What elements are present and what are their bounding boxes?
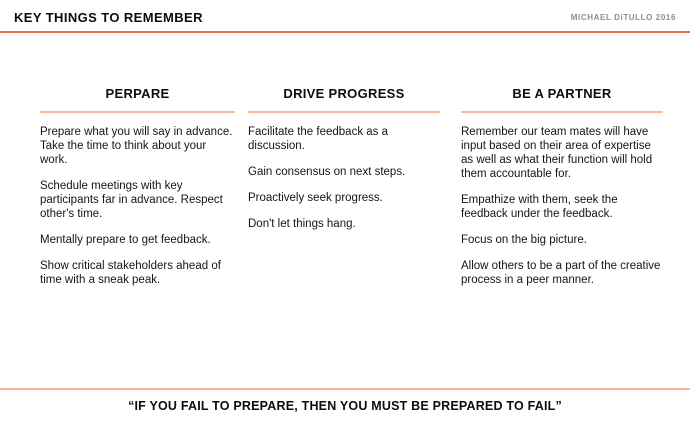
slide-header [0, 0, 690, 33]
paragraph: Prepare what you will say in advance. Take the time to think about your work. [40, 126, 233, 166]
column-divider [40, 111, 235, 113]
column-divider [248, 111, 440, 113]
column-drive-progress [248, 86, 440, 231]
column-body [40, 125, 235, 287]
column-heading: BE A PARTNER [512, 86, 612, 101]
paragraph: Focus on the big picture. [461, 234, 587, 246]
column-heading: DRIVE PROGRESS [283, 86, 405, 101]
paragraph: Empathize with them, seek the feedback under the feedback. [461, 194, 618, 220]
column-be-a-partner [461, 86, 663, 287]
column-prepare [40, 86, 235, 287]
paragraph: Gain consensus on next steps. [248, 166, 406, 178]
paragraph: Remember our team mates will have input based on their area of expertise as well as what their function will hold them accountable for. [461, 126, 653, 180]
slide-footer [0, 388, 690, 415]
paragraph: Proactively seek progress. [248, 192, 383, 204]
paragraph: Show critical stakeholders ahead of time with a sneak peak. [40, 260, 221, 286]
column-body [248, 125, 440, 231]
footer-quote: “IF YOU FAIL TO PREPARE, THEN YOU MUST BE PREPARED TO FAIL” [128, 399, 562, 413]
column-body [461, 125, 663, 287]
author-attribution: MICHAEL DiTULLO 2016 [570, 13, 676, 22]
paragraph: Schedule meetings with key participants far in advance. Respect other's time. [40, 180, 223, 220]
paragraph: Allow others to be a part of the creative process in a peer manner. [461, 260, 661, 286]
paragraph: Don't let things hang. [248, 218, 356, 230]
column-heading: PERPARE [105, 86, 170, 101]
paragraph: Facilitate the feedback as a discussion. [248, 126, 388, 152]
paragraph: Mentally prepare to get feedback. [40, 234, 211, 246]
column-divider [461, 111, 663, 113]
page-title: KEY THINGS TO REMEMBER [14, 10, 203, 25]
